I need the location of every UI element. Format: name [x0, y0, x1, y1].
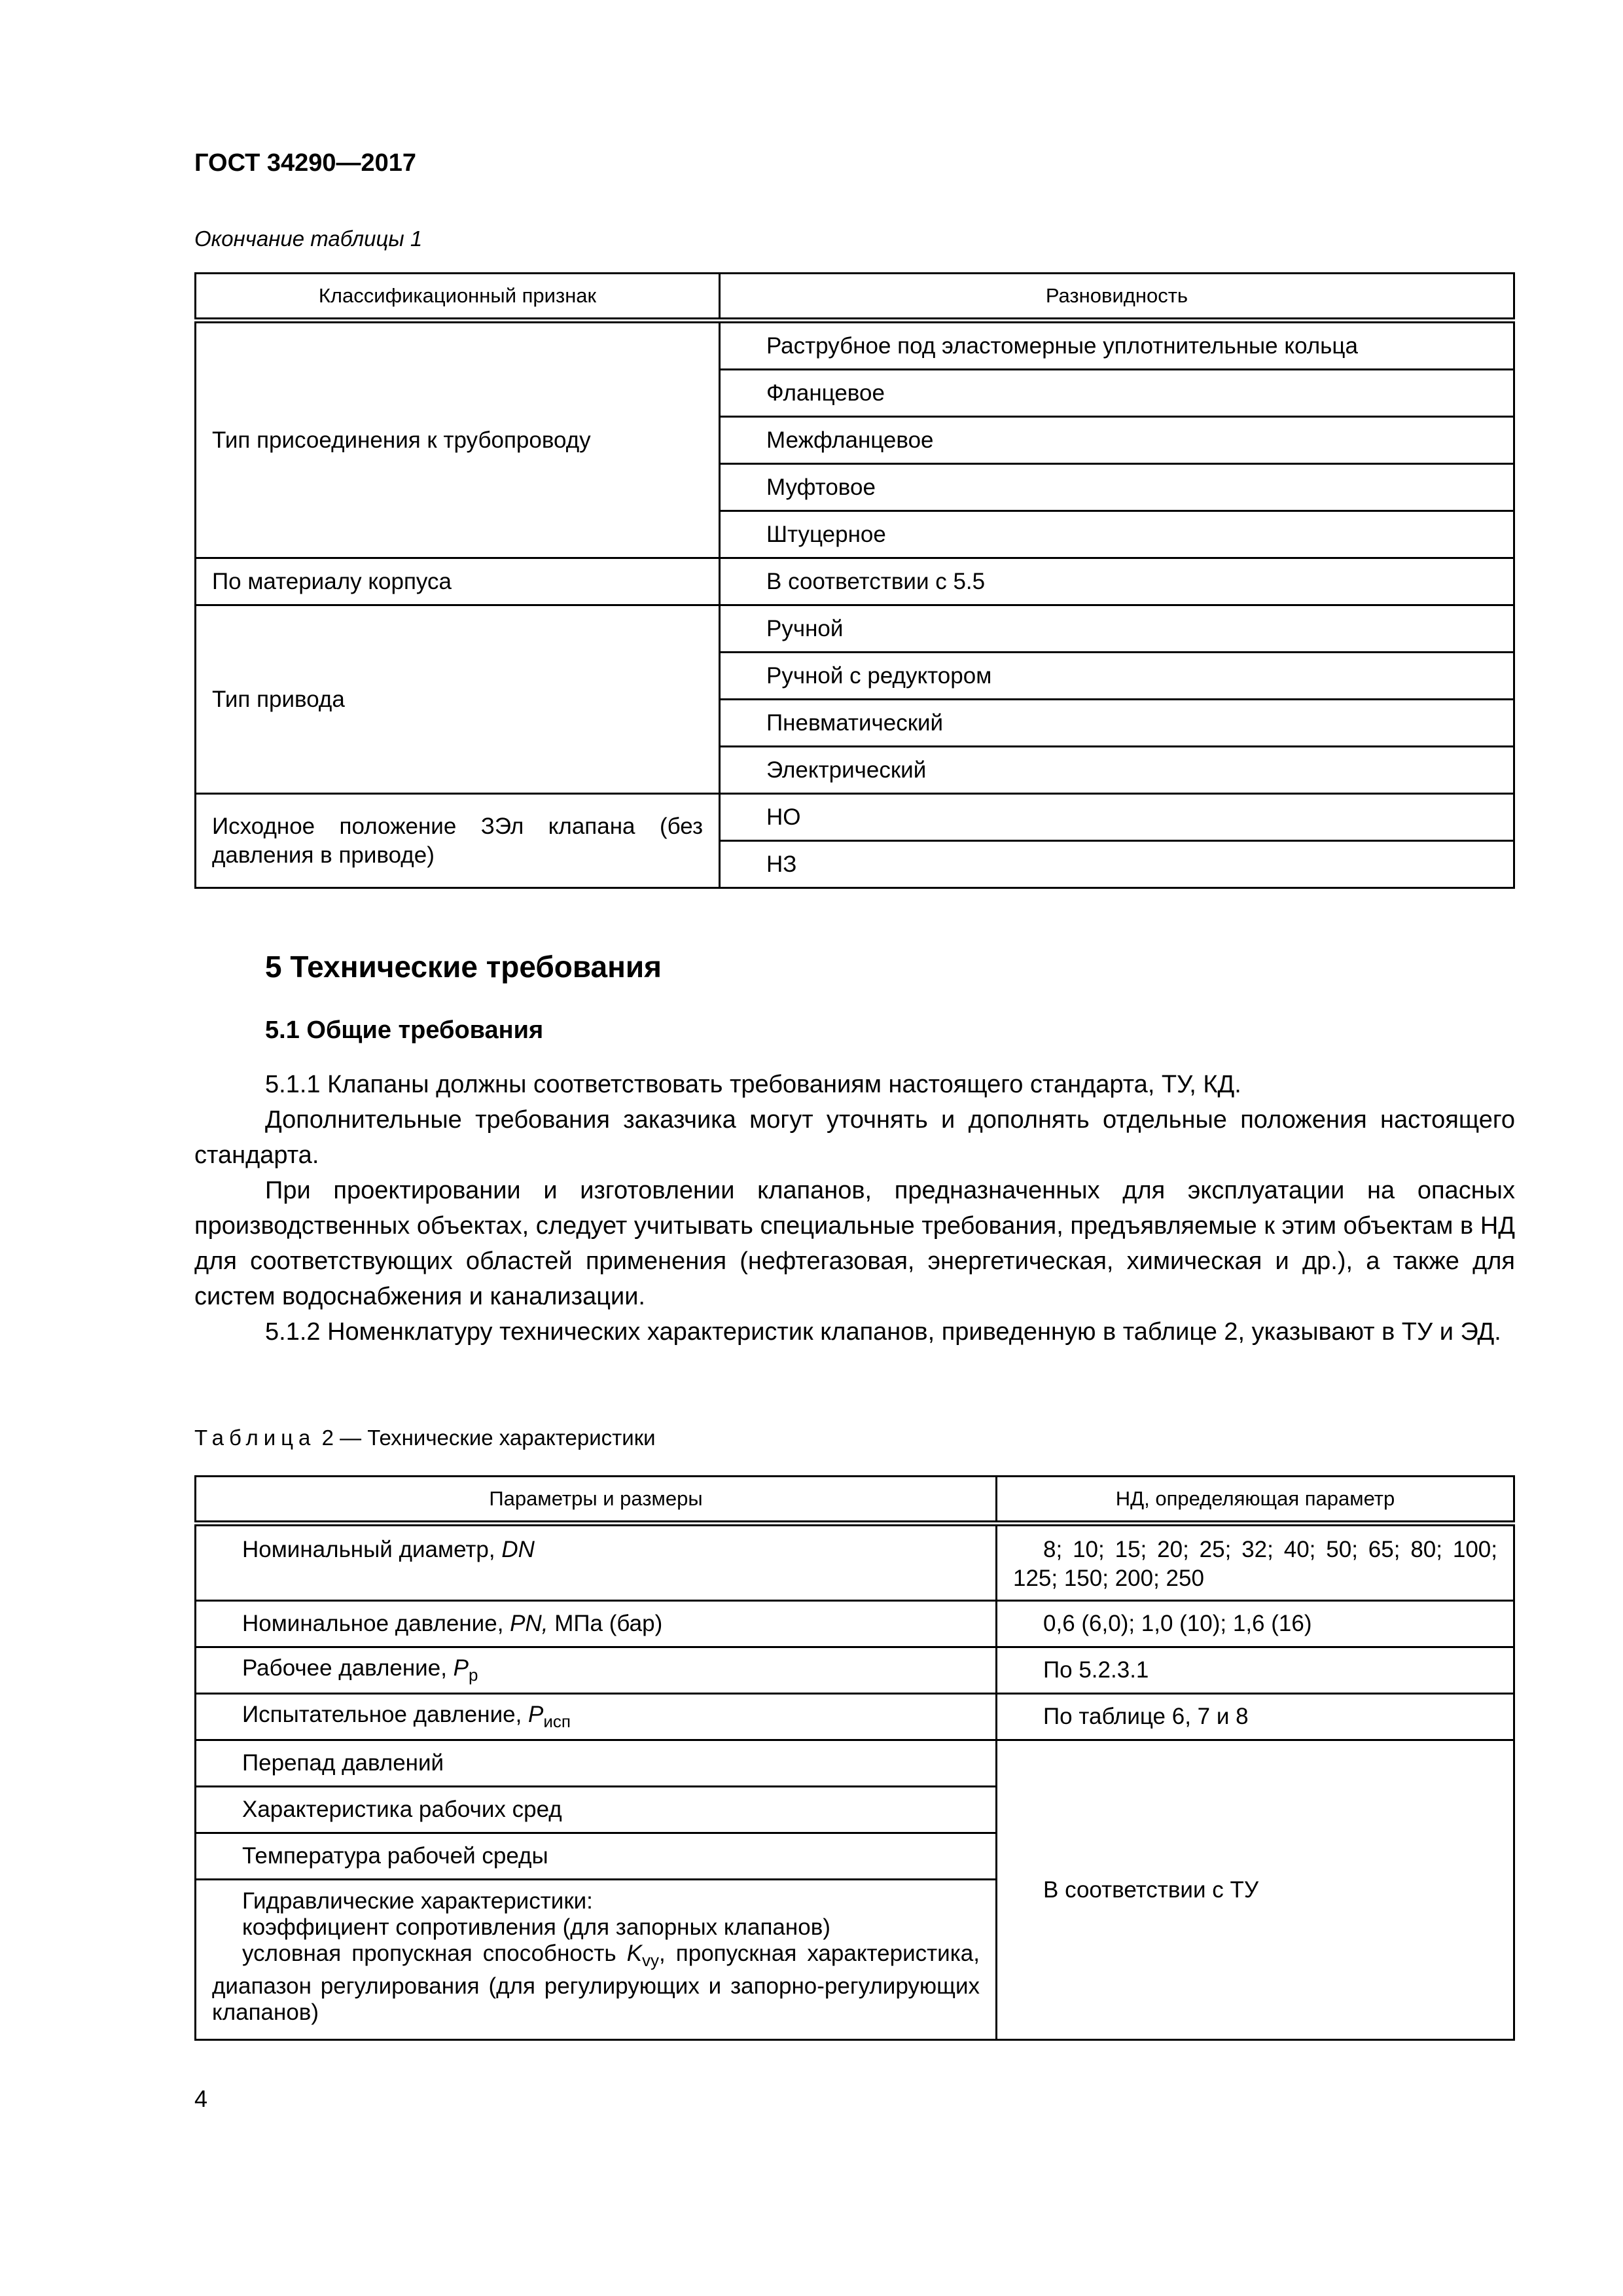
variant-cell: В соответствии с 5.5 [720, 558, 1514, 605]
caption-text: 2 — Технические характеристики [321, 1426, 656, 1450]
column-header: Параметры и размеры [196, 1477, 997, 1524]
param-cell: Температура рабочей среды [196, 1833, 997, 1880]
variant-cell: Ручной [720, 605, 1514, 653]
page-number: 4 [194, 2085, 208, 2112]
variant-cell: Пневматический [720, 700, 1514, 747]
column-header: Классификационный признак [196, 274, 720, 321]
technical-characteristics-table [194, 1475, 1515, 2041]
variant-cell: НО [720, 794, 1514, 841]
nd-merged-cell: В соответствии с ТУ [997, 1740, 1514, 2040]
table-row [196, 1694, 1514, 1740]
param-cell: Рабочее давление, $P_р$ [196, 1647, 997, 1694]
table1-caption: Окончание таблицы 1 [194, 226, 423, 251]
table-row [196, 1524, 1514, 1601]
classification-table [194, 272, 1515, 889]
param-cell: Номинальное давление, PN, МПа (бар) [196, 1601, 997, 1647]
param-cell: Номинальный диаметр, DN [196, 1524, 997, 1601]
subsection-heading: 5.1 Общие требования [265, 1016, 544, 1044]
document-id: ГОСТ 34290—2017 [194, 149, 417, 177]
feature-cell: Исходное положение ЗЭл клапана (без давления в приводе) [196, 794, 720, 888]
variant-cell: Муфтовое [720, 464, 1514, 511]
hydraulic-param-cell: Гидравлические характеристики: коэффициент сопротивления (для запорных клапанов) условная пропускная способность $K_{vy}$, пропускная характеристика, диапазон регулирования (для регулирующих и запорно-регулирующих клапанов) [196, 1880, 997, 2040]
feature-cell: Тип привода [196, 605, 720, 794]
param-cell: Испытательное давление, $P_{исп}$ [196, 1694, 997, 1740]
table-row [196, 605, 1514, 653]
column-header: НД, определяющая параметр [997, 1477, 1514, 1524]
table2-caption [194, 1426, 656, 1450]
table-row [196, 321, 1514, 370]
variant-cell: Межфланцевое [720, 417, 1514, 464]
table-row [196, 794, 1514, 841]
variant-cell: Раструбное под эластомерные уплотнительные кольца [720, 321, 1514, 370]
nd-cell: По 5.2.3.1 [997, 1647, 1514, 1694]
paragraph: 5.1.2 Номенклатуру технических характеристик клапанов, приведенную в таблице 2, указывают в ТУ и ЭД. [265, 1318, 1501, 1346]
feature-cell: По материалу корпуса [196, 558, 720, 605]
variant-cell: Фланцевое [720, 370, 1514, 417]
caption-word: Таблица [194, 1426, 316, 1450]
variant-cell: Ручной с редуктором [720, 653, 1514, 700]
table-row [196, 558, 1514, 605]
table-row [196, 1601, 1514, 1647]
nd-cell: 0,6 (6,0); 1,0 (10); 1,6 (16) [997, 1601, 1514, 1647]
table-row [196, 1647, 1514, 1694]
feature-cell: Тип присоединения к трубопроводу [196, 321, 720, 558]
table-row [196, 1740, 1514, 1787]
paragraph: 5.1.1 Клапаны должны соответствовать требованиям настоящего стандарта, ТУ, КД. [265, 1071, 1241, 1098]
column-header: Разновидность [720, 274, 1514, 321]
section-body [194, 1067, 1515, 1350]
nd-cell: По таблице 6, 7 и 8 [997, 1694, 1514, 1740]
variant-cell: Электрический [720, 747, 1514, 794]
nd-cell: 8; 10; 15; 20; 25; 32; 40; 50; 65; 80; 100; 125; 150; 200; 250 [997, 1524, 1514, 1601]
variant-cell: Штуцерное [720, 511, 1514, 558]
param-cell: Характеристика рабочих сред [196, 1787, 997, 1833]
paragraph: Дополнительные требования заказчика могут уточнять и дополнять отдельные положения настоящего стандарта. [194, 1106, 1515, 1169]
paragraph: При проектировании и изготовлении клапанов, предназначенных для эксплуатации на опасных производственных объектах, следует учитывать специальные требования, предъявляемые к этим объектам в НД для соответствующих областей применения (нефтегазовая, энергетическая, химическая и др.), а также для систем водоснабжения и канализации. [194, 1177, 1515, 1310]
param-cell: Перепад давлений [196, 1740, 997, 1787]
variant-cell: НЗ [720, 841, 1514, 888]
section-heading: 5 Технические требования [265, 950, 662, 984]
